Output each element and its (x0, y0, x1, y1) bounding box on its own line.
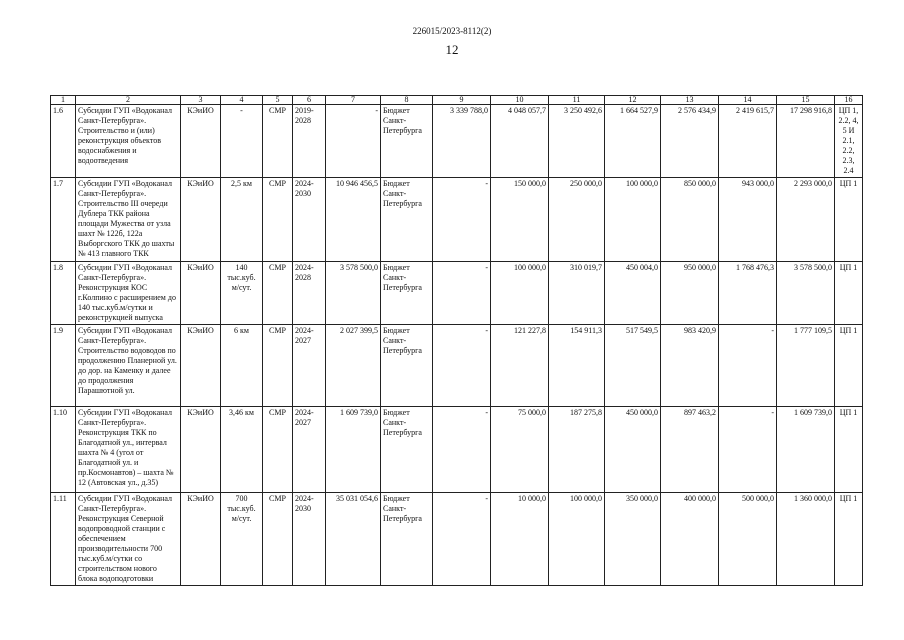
cell-amount-col-9: - (433, 178, 491, 262)
table-row (51, 407, 863, 493)
cell-amount-col-11: 187 275,8 (549, 407, 605, 493)
cell-indicator-link: ЦП 1 (835, 325, 863, 407)
cell-executor: КЭиИО (181, 493, 221, 586)
cell-estimated-cost: 3 578 500,0 (326, 262, 381, 325)
column-header: 6 (293, 96, 326, 105)
cell-row-number: 1.6 (51, 105, 76, 178)
column-header: 4 (221, 96, 263, 105)
cell-funding-source: Бюджет Санкт-Петербурга (381, 493, 433, 586)
column-header: 10 (491, 96, 549, 105)
cell-total-amount: 2 293 000,0 (777, 178, 835, 262)
cell-capacity: 140 тыс.куб. м/сут. (221, 262, 263, 325)
cell-amount-col-14: 500 000,0 (719, 493, 777, 586)
cell-period: 2024-2028 (293, 262, 326, 325)
table-row (51, 178, 863, 262)
cell-amount-col-13: 897 463,2 (661, 407, 719, 493)
cell-amount-col-11: 310 019,7 (549, 262, 605, 325)
column-header: 16 (835, 96, 863, 105)
cell-work-type: СМР (263, 178, 293, 262)
cell-capacity: - (221, 105, 263, 178)
cell-amount-col-10: 4 048 057,7 (491, 105, 549, 178)
cell-event-name: Субсидии ГУП «Водоканал Санкт-Петербурга». Реконструкция ТКК по Благодатной ул., интервал шахта № 4 (угол от Благодатной ул. и пр.Космонавтов) – шахта № 12 (Автовская ул., д.35) (76, 407, 181, 493)
cell-amount-col-13: 850 000,0 (661, 178, 719, 262)
cell-amount-col-10: 150 000,0 (491, 178, 549, 262)
cell-amount-col-9: - (433, 262, 491, 325)
cell-event-name: Субсидии ГУП «Водоканал Санкт-Петербурга». Строительство и (или) реконструкция объектов водоснабжения и водоотведения (76, 105, 181, 178)
cell-work-type: СМР (263, 105, 293, 178)
cell-amount-col-13: 400 000,0 (661, 493, 719, 586)
cell-total-amount: 1 360 000,0 (777, 493, 835, 586)
cell-amount-col-10: 10 000,0 (491, 493, 549, 586)
cell-event-name: Субсидии ГУП «Водоканал Санкт-Петербурга». Реконструкция Северной водопроводной станции с обеспечением производительности 700 тыс.куб.м/сутки со строительством нового блока водоподготовки (76, 493, 181, 586)
cell-amount-col-9: - (433, 493, 491, 586)
cell-executor: КЭиИО (181, 407, 221, 493)
cell-row-number: 1.9 (51, 325, 76, 407)
table-row (51, 105, 863, 178)
cell-funding-source: Бюджет Санкт-Петербурга (381, 325, 433, 407)
table-body (51, 105, 863, 586)
cell-amount-col-13: 950 000,0 (661, 262, 719, 325)
cell-estimated-cost: 35 031 054,6 (326, 493, 381, 586)
cell-total-amount: 1 777 109,5 (777, 325, 835, 407)
cell-amount-col-14: - (719, 325, 777, 407)
cell-indicator-link: ЦП 1 (835, 407, 863, 493)
cell-capacity: 700 тыс.куб. м/сут. (221, 493, 263, 586)
column-header: 11 (549, 96, 605, 105)
cell-indicator-link: ЦП 1 (835, 493, 863, 586)
cell-amount-col-10: 75 000,0 (491, 407, 549, 493)
cell-period: 2024-2030 (293, 178, 326, 262)
cell-estimated-cost: 1 609 739,0 (326, 407, 381, 493)
cell-amount-col-12: 350 000,0 (605, 493, 661, 586)
cell-amount-col-10: 121 227,8 (491, 325, 549, 407)
column-header: 1 (51, 96, 76, 105)
cell-work-type: СМР (263, 493, 293, 586)
cell-estimated-cost: - (326, 105, 381, 178)
column-header: 7 (326, 96, 381, 105)
table-row (51, 262, 863, 325)
column-header: 5 (263, 96, 293, 105)
cell-row-number: 1.10 (51, 407, 76, 493)
cell-indicator-link: ЦП 1, 2.2, 4, 5 И 2.1, 2.2, 2.3, 2.4 (835, 105, 863, 178)
cell-capacity: 6 км (221, 325, 263, 407)
table-row (51, 493, 863, 586)
cell-amount-col-14: 943 000,0 (719, 178, 777, 262)
cell-amount-col-14: 1 768 476,3 (719, 262, 777, 325)
cell-indicator-link: ЦП 1 (835, 262, 863, 325)
cell-executor: КЭиИО (181, 105, 221, 178)
cell-funding-source: Бюджет Санкт-Петербурга (381, 105, 433, 178)
cell-total-amount: 1 609 739,0 (777, 407, 835, 493)
cell-row-number: 1.8 (51, 262, 76, 325)
column-header: 3 (181, 96, 221, 105)
column-header: 9 (433, 96, 491, 105)
cell-event-name: Субсидии ГУП «Водоканал Санкт-Петербурга». Строительство водоводов по продолжению Планерной ул. до дор. на Каменку и далее до продолжения Парашютной ул. (76, 325, 181, 407)
cell-amount-col-12: 450 000,0 (605, 407, 661, 493)
cell-period: 2024-2027 (293, 407, 326, 493)
cell-capacity: 2,5 км (221, 178, 263, 262)
cell-work-type: СМР (263, 325, 293, 407)
cell-period: 2024-2030 (293, 493, 326, 586)
cell-amount-col-13: 2 576 434,9 (661, 105, 719, 178)
column-header: 15 (777, 96, 835, 105)
table-row (51, 325, 863, 407)
column-header: 8 (381, 96, 433, 105)
cell-amount-col-11: 154 911,3 (549, 325, 605, 407)
column-header: 2 (76, 96, 181, 105)
cell-amount-col-11: 250 000,0 (549, 178, 605, 262)
column-header: 13 (661, 96, 719, 105)
cell-funding-source: Бюджет Санкт-Петербурга (381, 407, 433, 493)
cell-event-name: Субсидии ГУП «Водоканал Санкт-Петербурга». Строительство III очереди Дублера ТКК района площади Мужества от узла шахт № 122б, 122а Выборгского ТКК до шахты № 413 главного ТКК (76, 178, 181, 262)
cell-event-name: Субсидии ГУП «Водоканал Санкт-Петербурга». Реконструкция КОС г.Колпино с расширением до 140 тыс.куб.м/сутки и реконструкцией выпуска (76, 262, 181, 325)
cell-funding-source: Бюджет Санкт-Петербурга (381, 262, 433, 325)
column-header: 14 (719, 96, 777, 105)
cell-amount-col-10: 100 000,0 (491, 262, 549, 325)
cell-amount-col-9: 3 339 788,0 (433, 105, 491, 178)
cell-funding-source: Бюджет Санкт-Петербурга (381, 178, 433, 262)
cell-amount-col-12: 100 000,0 (605, 178, 661, 262)
cell-amount-col-11: 3 250 492,6 (549, 105, 605, 178)
page-number: 12 (445, 42, 459, 57)
cell-period: 2019-2028 (293, 105, 326, 178)
cell-executor: КЭиИО (181, 262, 221, 325)
cell-period: 2024-2027 (293, 325, 326, 407)
cell-total-amount: 3 578 500,0 (777, 262, 835, 325)
cell-amount-col-12: 517 549,5 (605, 325, 661, 407)
cell-estimated-cost: 2 027 399,5 (326, 325, 381, 407)
cell-work-type: СМР (263, 262, 293, 325)
cell-capacity: 3,46 км (221, 407, 263, 493)
cell-work-type: СМР (263, 407, 293, 493)
cell-estimated-cost: 10 946 456,5 (326, 178, 381, 262)
cell-row-number: 1.7 (51, 178, 76, 262)
cell-amount-col-12: 450 004,0 (605, 262, 661, 325)
document-number: 226015/2023-8112(2) (412, 26, 492, 36)
cell-amount-col-14: 2 419 615,7 (719, 105, 777, 178)
cell-amount-col-9: - (433, 407, 491, 493)
cell-amount-col-9: - (433, 325, 491, 407)
cell-amount-col-14: - (719, 407, 777, 493)
cell-row-number: 1.11 (51, 493, 76, 586)
column-header: 12 (605, 96, 661, 105)
cell-amount-col-12: 1 664 527,9 (605, 105, 661, 178)
program-table (50, 95, 863, 586)
cell-amount-col-11: 100 000,0 (549, 493, 605, 586)
cell-executor: КЭиИО (181, 325, 221, 407)
cell-executor: КЭиИО (181, 178, 221, 262)
column-number-row (51, 96, 863, 105)
cell-amount-col-13: 983 420,9 (661, 325, 719, 407)
cell-indicator-link: ЦП 1 (835, 178, 863, 262)
cell-total-amount: 17 298 916,8 (777, 105, 835, 178)
